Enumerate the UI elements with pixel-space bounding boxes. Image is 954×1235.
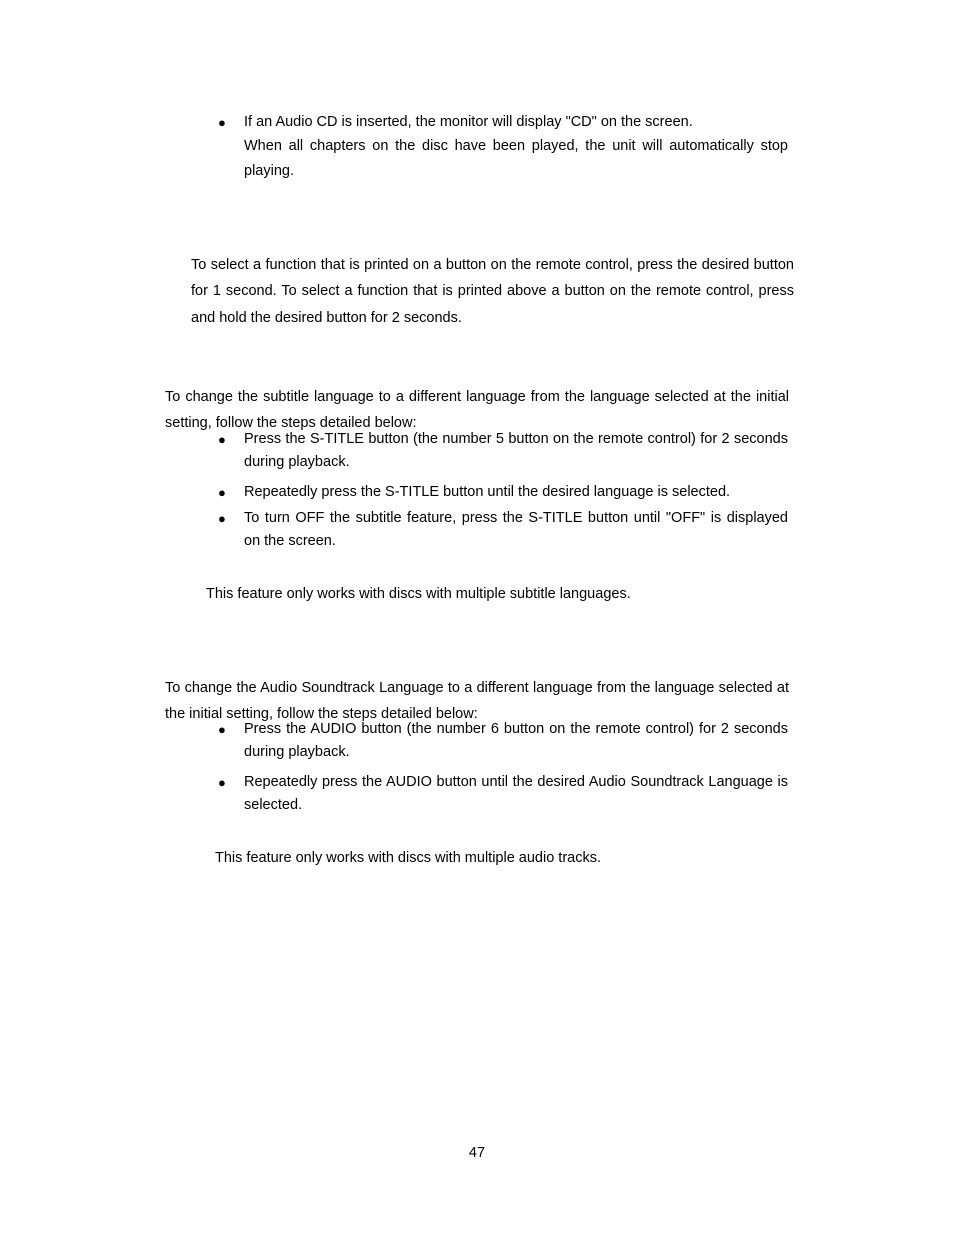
page-number: 47: [468, 1145, 486, 1161]
audio-note: This feature only works with discs with multiple audio tracks.: [215, 850, 602, 866]
audio-intro-paragraph: To change the Audio Soundtrack Language to a different language from the language selected at the initial setting, follow the steps detailed below:: [165, 679, 789, 722]
remote-control-paragraph: To select a function that is printed on a button on the remote control, press the desired button for 1 second. To select a function that is printed above a button on the remote control, press and hold the desired button for 2 seconds.: [191, 256, 794, 326]
subtitle-note: This feature only works with discs with multiple subtitle languages.: [206, 586, 631, 602]
bullet-icon: ●: [218, 511, 226, 526]
audio-bullet-2: [218, 771, 790, 817]
audio-bullet-1: [218, 718, 790, 764]
bullet-icon: ●: [218, 775, 226, 790]
bullet-icon: ●: [218, 115, 226, 130]
subtitle-intro-paragraph: To change the subtitle language to a different language from the language selected at the initial setting, follow the steps detailed below:: [165, 388, 789, 431]
bullet-icon: ●: [218, 485, 226, 500]
subtitle-bullet-2-text: Repeatedly press the S-TITLE button until the desired language is selected.: [244, 484, 731, 500]
intro-bullet: [218, 111, 790, 183]
subtitle-bullet-3-text: To turn OFF the subtitle feature, press the S-TITLE button until "OFF" is displayed on the screen.: [244, 510, 788, 549]
subtitle-bullet-3: [218, 507, 790, 553]
bullet-icon: ●: [218, 432, 226, 447]
bullet-icon: ●: [218, 722, 226, 737]
subtitle-bullet-1: [218, 428, 790, 474]
audio-bullet-2-text: Repeatedly press the AUDIO button until the desired Audio Soundtrack Language is selected.: [244, 774, 788, 813]
audio-bullet-1-text: Press the AUDIO button (the number 6 button on the remote control) for 2 seconds during playback.: [244, 721, 788, 760]
subtitle-bullet-1-text: Press the S-TITLE button (the number 5 button on the remote control) for 2 seconds during playback.: [244, 431, 788, 470]
intro-bullet-line1: If an Audio CD is inserted, the monitor will display "CD" on the screen.: [244, 114, 693, 130]
subtitle-bullet-2: [218, 481, 790, 504]
intro-bullet-line2: When all chapters on the disc have been played, the unit will automatically stop playing.: [244, 138, 788, 179]
